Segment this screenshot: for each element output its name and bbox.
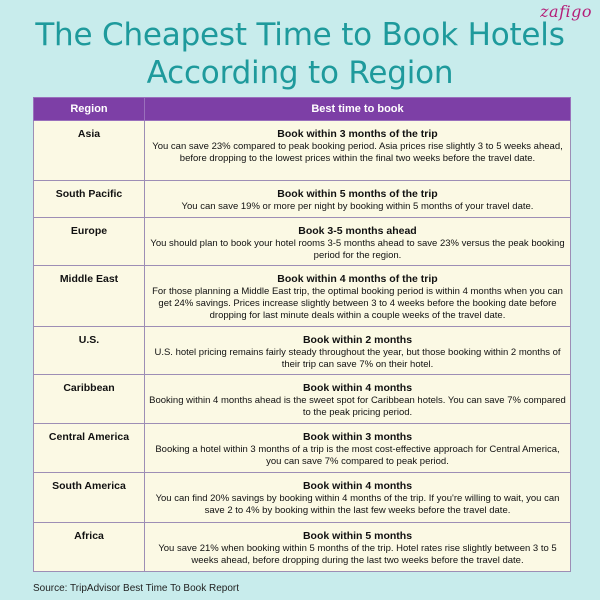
info-cell bbox=[145, 473, 571, 523]
booking-headline: Book within 5 months bbox=[302, 530, 413, 542]
brand-logo: zafigo bbox=[540, 2, 592, 21]
booking-headline: Book within 4 months bbox=[302, 382, 413, 394]
booking-table bbox=[33, 97, 571, 572]
info-cell bbox=[145, 121, 571, 181]
booking-headline: Book 3-5 months ahead bbox=[298, 225, 417, 237]
booking-headline: Book within 3 months of the trip bbox=[277, 128, 438, 140]
region-cell: Caribbean bbox=[34, 375, 145, 424]
region-cell: Central America bbox=[34, 424, 145, 473]
info-cell bbox=[145, 181, 571, 218]
table-row bbox=[34, 218, 571, 266]
info-cell bbox=[145, 266, 571, 327]
booking-detail: For those planning a Middle East trip, the optimal booking period is within 4 months when you can get 24% savings. Prices increase slightly between 3 to 4 weeks before the booking date before dropping for last minute deals within a couple weeks of the travel date. bbox=[152, 286, 563, 321]
source-note: Source: TripAdvisor Best Time To Book Report bbox=[33, 583, 240, 594]
region-cell: Asia bbox=[34, 121, 145, 181]
header-region: Region bbox=[34, 98, 145, 121]
booking-detail: U.S. hotel pricing remains fairly steady throughout the year, but those booking within 2 months of their trip can save 7% on their hotel. bbox=[154, 347, 561, 370]
info-cell bbox=[145, 523, 571, 572]
page-title bbox=[0, 16, 600, 92]
region-cell: South Pacific bbox=[34, 181, 145, 218]
region-cell: Africa bbox=[34, 523, 145, 572]
booking-headline: Book within 4 months of the trip bbox=[277, 273, 438, 285]
booking-headline: Book within 2 months bbox=[302, 334, 413, 346]
booking-detail: Booking a hotel within 3 months of a trip is the most cost-effective approach for Central America, you can save 7% compared to peak period. bbox=[155, 444, 560, 467]
booking-headline: Book within 5 months of the trip bbox=[277, 188, 438, 200]
header-best-time: Best time to book bbox=[145, 98, 571, 121]
title-line-1: The Cheapest Time to Book Hotels bbox=[35, 17, 565, 53]
info-cell bbox=[145, 424, 571, 473]
info-cell bbox=[145, 218, 571, 266]
table-row bbox=[34, 181, 571, 218]
booking-headline: Book within 4 months bbox=[302, 480, 413, 492]
info-cell bbox=[145, 375, 571, 424]
table-row bbox=[34, 266, 571, 327]
table-row bbox=[34, 523, 571, 572]
booking-detail: Booking within 4 months ahead is the sweet spot for Caribbean hotels. You can save 7% compared to the peak pricing period. bbox=[149, 395, 566, 418]
booking-detail: You can find 20% savings by booking within 4 months of the trip. If you're willing to wait, you can save 2 to 4% by booking within the last few weeks before the travel date. bbox=[155, 493, 560, 516]
table-row bbox=[34, 121, 571, 181]
table-row bbox=[34, 473, 571, 523]
table-header-row bbox=[34, 98, 571, 121]
table-row bbox=[34, 375, 571, 424]
region-cell: South America bbox=[34, 473, 145, 523]
region-cell: Middle East bbox=[34, 266, 145, 327]
booking-detail: You can save 23% compared to peak booking period. Asia prices rise slightly 3 to 5 weeks ahead, before dropping to the lowest prices within the final two weeks before the travel date. bbox=[152, 141, 563, 164]
region-cell: U.S. bbox=[34, 327, 145, 375]
booking-headline: Book within 3 months bbox=[302, 431, 413, 443]
table-row bbox=[34, 424, 571, 473]
info-cell bbox=[145, 327, 571, 375]
booking-detail: You can save 19% or more per night by booking within 5 months of your travel date. bbox=[181, 201, 534, 212]
region-cell: Europe bbox=[34, 218, 145, 266]
table-row bbox=[34, 327, 571, 375]
booking-detail: You should plan to book your hotel rooms 3-5 months ahead to save 23% versus the peak booking period for the region. bbox=[150, 238, 565, 261]
title-line-2: According to Region bbox=[146, 55, 454, 91]
booking-detail: You save 21% when booking within 5 months of the trip. Hotel rates rise slightly between 3 to 5 weeks ahead, before dropping during the last two weeks before the travel date. bbox=[158, 543, 557, 566]
